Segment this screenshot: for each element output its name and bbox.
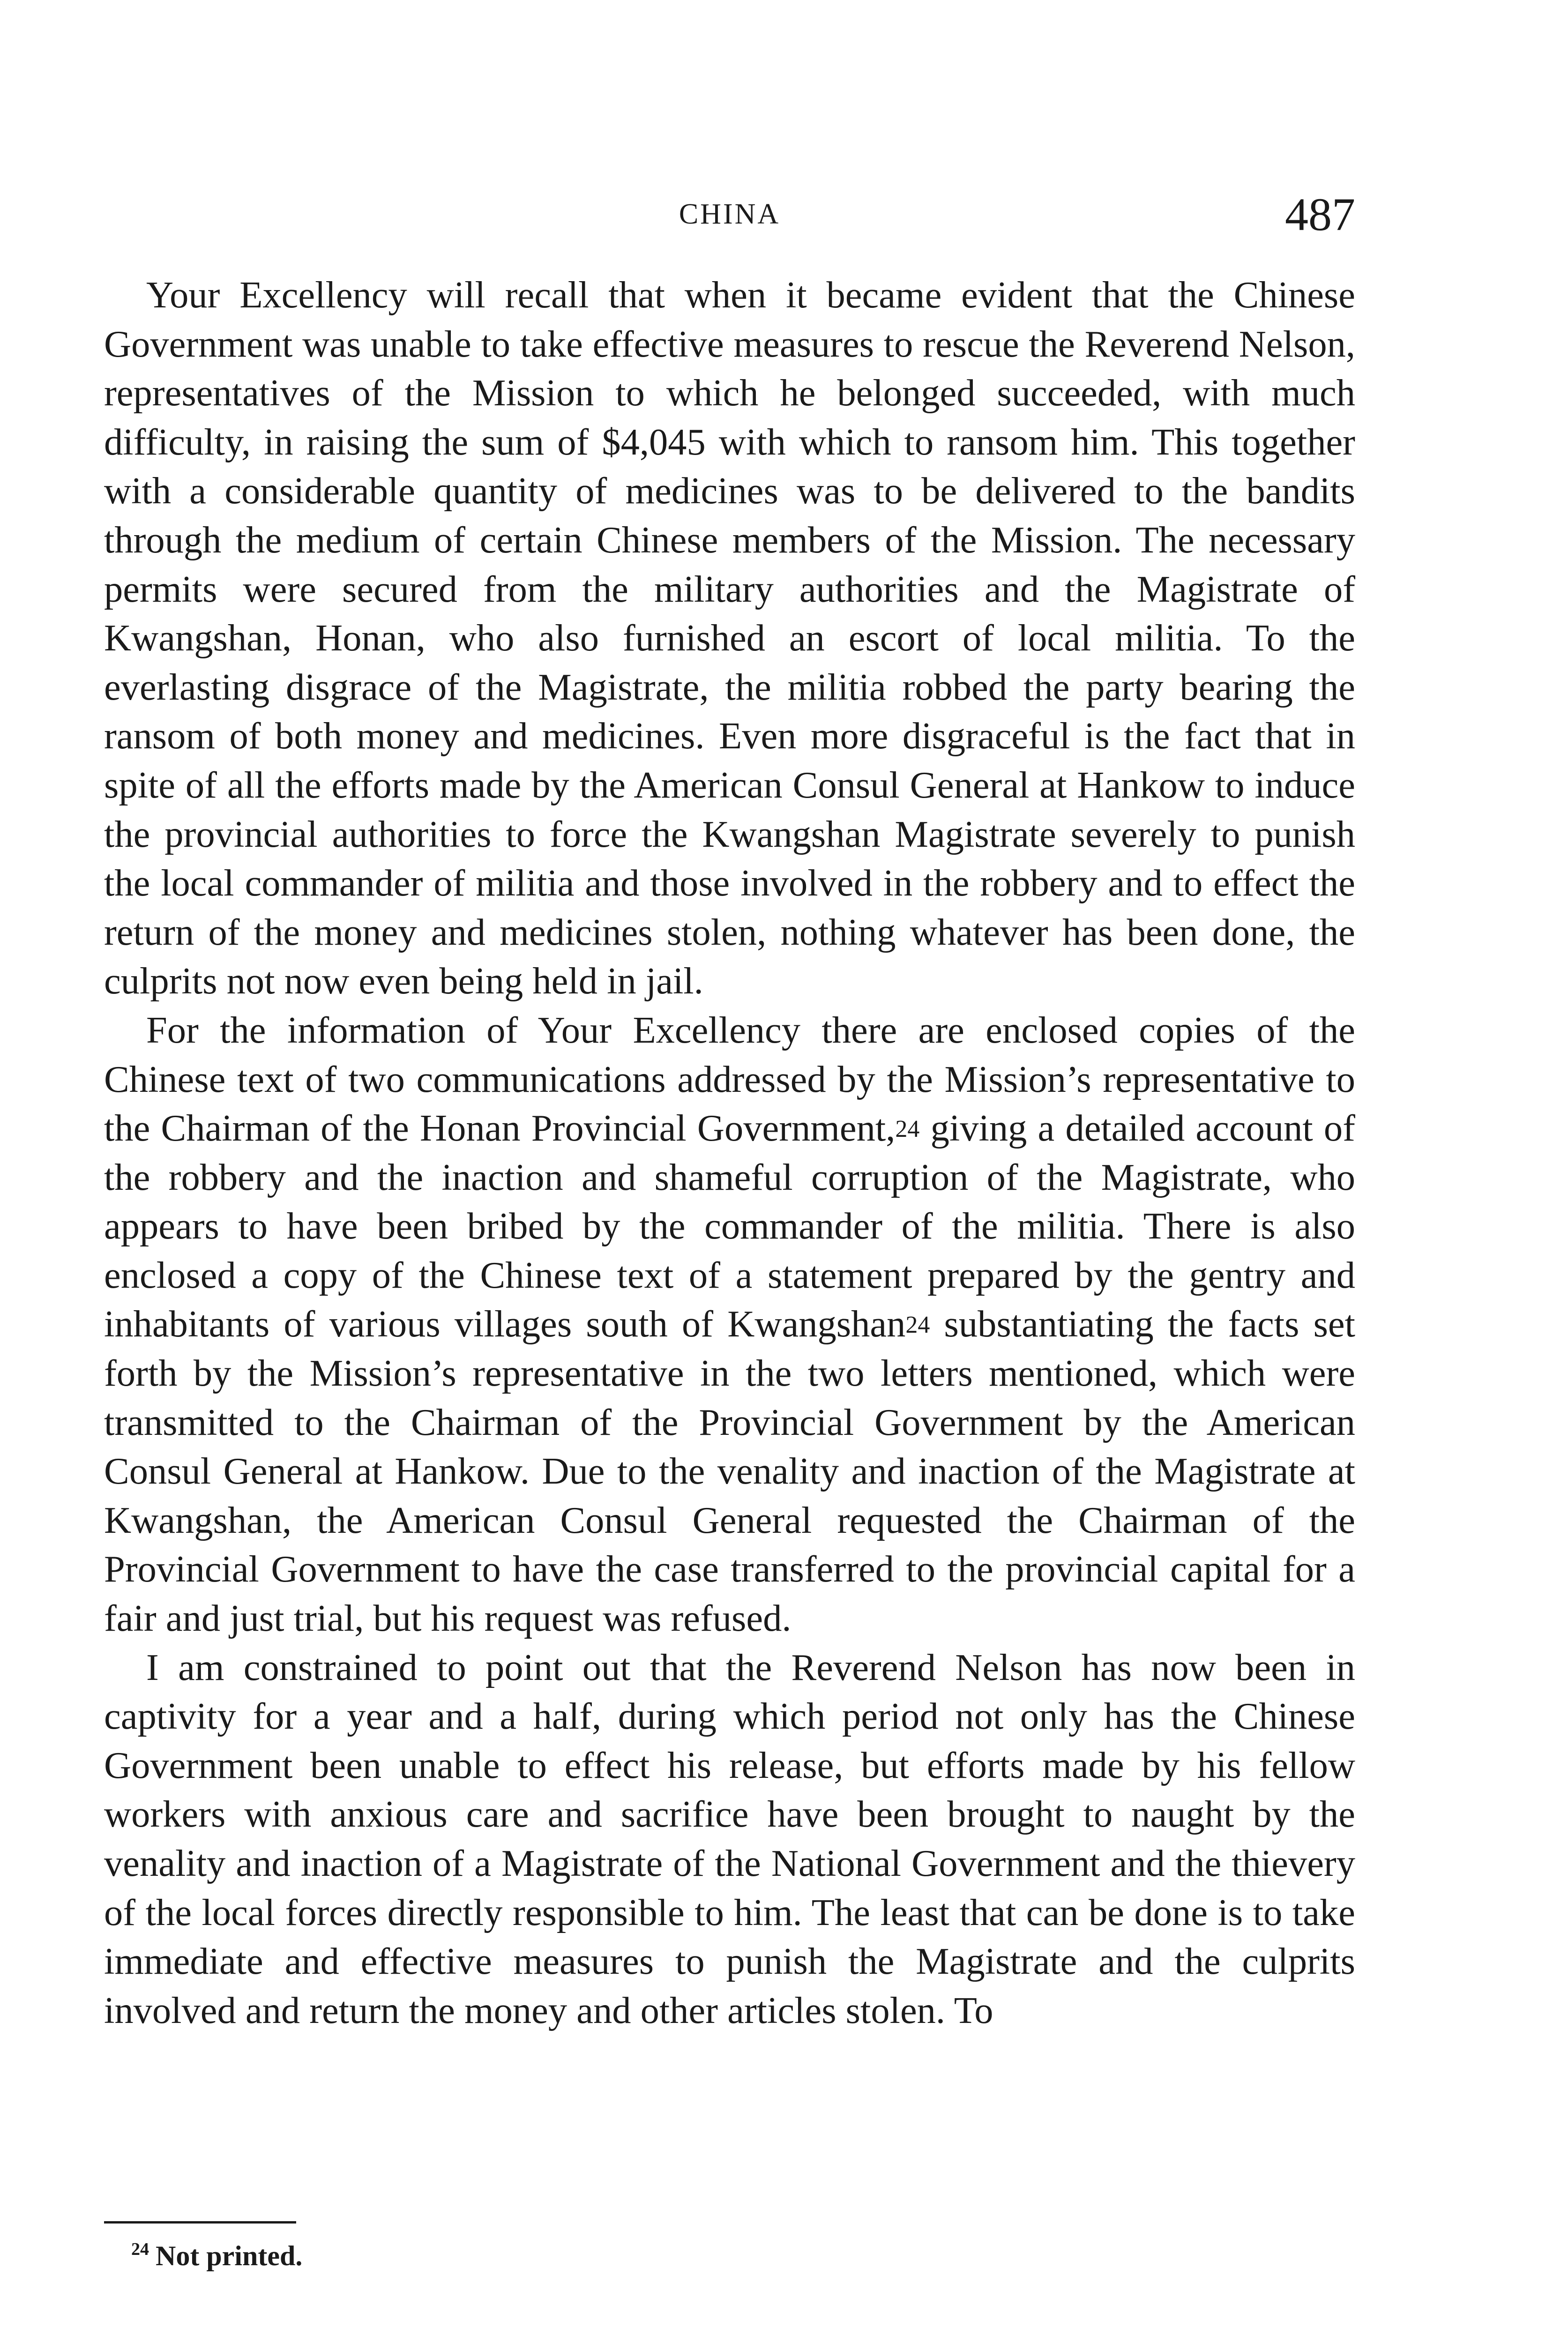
paragraph-2-part-1: For the information of Your Excellency there are enclosed copies of the Chinese text of two communications addressed by the Mission’s representative to the Chairman of the Honan Provincial Government, [104, 1009, 1355, 1149]
running-title: CHINA [679, 198, 781, 230]
footnote-rule [104, 2221, 296, 2224]
paragraph-1: Your Excellency will recall that when it became evident that the Chinese Government was unable to take effective measures to rescue the Reverend Nelson, representatives of the Mission to which he belonged succeeded, with much difficulty, in raising the sum of $4,045 with which to ransom him. This together with a considerable quantity of medicines was to be delivered to the bandits through the medium of certain Chinese members of the Mission. The necessary permits were secured from the military authorities and the Magistrate of Kwangshan, Honan, who also furnished an escort of local militia. To the everlasting disgrace of the Magistrate, the militia robbed the party bearing the ransom of both money and medicines. Even more disgraceful is the fact that in spite of all the efforts made by the American Consul General at Hankow to induce the provincial authorities to force the Kwangshan Magistrate severely to punish the local commander of militia and those involved in the robbery and to effect the return of the money and medicines stolen, nothing whatever has been done, the culprits not now even being held in jail. [104, 274, 1355, 1002]
paragraph-2 [104, 1006, 1355, 1643]
footnote-text: Not printed. [156, 2240, 303, 2271]
footnote [131, 2240, 302, 2272]
paragraph-2-part-2: giving a detailed account of the robbery and the inaction and shameful corruption of the Magistrate, who appears to have been bribed by the commander of the militia. There is also enclosed a copy of the Chinese text of a statement prepared by the gentry and inhabitants of various villages south of Kwangshan [104, 1107, 1355, 1345]
running-head [104, 187, 1355, 244]
body-text [104, 271, 1355, 2035]
footnote-ref-2: 24 [905, 1312, 930, 1339]
footnote-ref-1: 24 [895, 1116, 920, 1143]
paragraph-2-part-3: substantiating the facts set forth by the Mission’s representative in the two letters mentioned, which were transmitted to the Chairman of the Provincial Government by the American Consul General at Hankow. Due to the venality and inaction of the Magistrate at Kwangshan, the American Consul General requested the Chairman of the Provincial Government to have the case transferred to the provincial capital for a fair and just trial, but his request was refused. [104, 1303, 1356, 1640]
page-number: 487 [1285, 188, 1355, 240]
paragraph-3: I am constrained to point out that the Reverend Nelson has now been in captivity for a year and a half, during which period not only has the Chinese Government been unable to effect his release, but efforts made by his fellow workers with anxious care and sacrifice have been brought to naught by the venality and inaction of a Magistrate of the National Government and the thievery of the local forces directly responsible to him. The least that can be done is to take immediate and effective measures to punish the Magistrate and the culprits involved and return the money and other articles stolen. To [104, 1646, 1355, 2031]
footnote-mark: 24 [131, 2239, 149, 2259]
